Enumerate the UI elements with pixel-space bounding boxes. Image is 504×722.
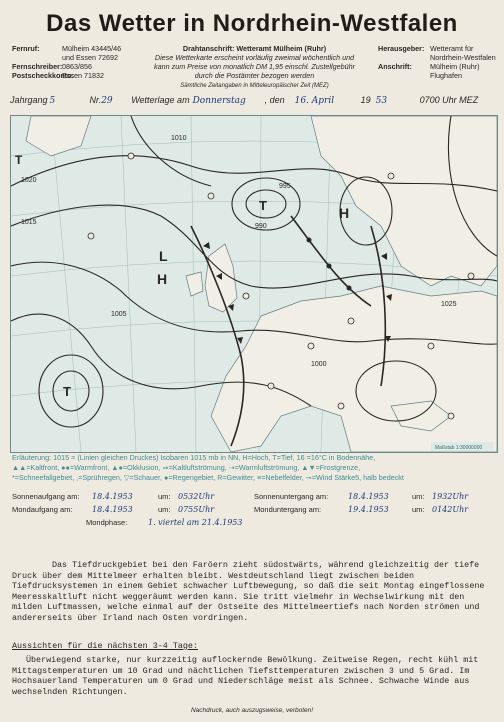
isobar-value: 1000 [311, 361, 327, 368]
moonrise-date: 18.4.1953 [92, 505, 133, 514]
contact-value: und Essen 72692 [62, 53, 118, 62]
isobar-value: 995 [279, 183, 291, 190]
nr-value: 29 [101, 96, 113, 106]
legend-line: *=Schneefallgebiet, ,=Sprühregen, ▽=Schauer, ●=Regengebiet, R=Gewitter, ≡=Nebelfelder, ⊸=Wind Stärke5, halb bedeckt [12, 473, 404, 482]
publisher-block [378, 44, 500, 80]
nr-label: Nr. [89, 95, 102, 105]
subscription-line: Diese Wetterkarte erscheint vorläufig zweimal wöchentlich und [154, 53, 355, 62]
legend-line: ▲▲=Kaltfront, ●●=Warmfront, ▲●=Okklusion, ⇒=Kaltluftströmung, ⇢=Warmluftströmung, ▲▼=Frostgrenze, [12, 463, 361, 472]
publisher-key: Anschrift: [378, 62, 412, 71]
weather-map-svg [11, 116, 497, 452]
publisher-key: Herausgeber: [378, 44, 425, 53]
publisher-value: Wetteramt für [430, 44, 474, 53]
moonset-date: 19.4.1953 [348, 505, 389, 514]
high-center-label: H [339, 205, 350, 221]
moonset-time: 0142Uhr [432, 505, 469, 514]
jahrgang-label: Jahrgang [10, 95, 48, 105]
moonset-um: um: [412, 505, 425, 514]
contact-key: Fernruf: [12, 44, 40, 53]
isobar-value: 1025 [441, 301, 457, 308]
isobar-value: 1005 [111, 311, 127, 318]
publisher-value: Flughafen [430, 71, 462, 80]
contact-block [12, 44, 130, 80]
jahrgang-value: 5 [49, 96, 56, 106]
year-prefix: 19 [360, 95, 371, 105]
time-note: Sämtliche Zeitangaben in Mitteleuropäischer Zeit (MEZ) [180, 83, 329, 89]
land-masses [26, 116, 497, 452]
weather-map [10, 115, 498, 453]
moonrise-time: 0755Uhr [178, 505, 215, 514]
publisher-key [378, 53, 430, 62]
subscription-line: kann zum Preise von monatlich DM 1,95 einschl. Zustellgebühr [154, 62, 355, 71]
telegram-address: Drahtanschrift: Wetteramt Mülheim (Ruhr) [182, 44, 327, 53]
isobar-value: 990 [255, 223, 267, 230]
year-value: 53 [375, 96, 388, 106]
publisher-value: Nordrhein-Westfalen [430, 53, 496, 62]
moon-phase-label: Mondphase: [86, 518, 128, 527]
sunset-date: 18.4.1953 [348, 492, 389, 501]
issue-line [10, 95, 498, 109]
sunset-time: 1932Uhr [432, 492, 469, 501]
den-label: , den [264, 95, 285, 105]
sunset-um: um: [412, 492, 425, 501]
reprint-notice: Nachdruck, auch auszugsweise, verboten! [190, 707, 314, 714]
contact-key [12, 53, 62, 62]
subscription-line: durch die Postämter bezogen werden [194, 71, 315, 80]
contact-value: 0863/856 [62, 62, 92, 71]
low-center-label: T [259, 198, 267, 213]
contact-key: Postscheckkonto: [12, 71, 74, 80]
contact-value: Mülheim 43445/46 [62, 44, 122, 53]
weather-report: Das Tiefdruckgebiet bei den Faröern zieht südostwärts, während gleichzeitig der tiefe Druck über dem Mittelmeer erhalten bleibt. Westdeutschland liegt zwischen beiden Tiefdrucksystemen in einem Gebiet schwacher Luftbewegung, so daß die seit Montag eingeflossene Meeresskaltluft nicht weggeräumt werden kann. Sie tritt vielmehr in Wechselwirkung mit den milden Luftmassen, welche einmal auf der Ostseite des Mittelmeertiefs nach Norden strömen und andererseits über Irland nach Osten vordringen. [12, 560, 485, 623]
moon-phase-value: 1. viertel am 21.4.1953 [148, 518, 243, 527]
contact-key: Fernschreiber: [12, 62, 63, 71]
observation-time: 0700 Uhr MEZ [419, 95, 479, 105]
map-legend [12, 453, 496, 483]
sunrise-time: 0532Uhr [178, 492, 215, 501]
wetterlage-label: Wetterlage am [131, 95, 190, 105]
low-center-label: T [63, 384, 71, 399]
outlook-text: Überwiegend starke, nur kurzzeitig auflockernde Bewölkung. Zeitweise Regen, recht kühl mit Mittagstemperaturen um 10 Grad und nächtlichen Tiefsttemperaturen zwischen 3 und 5 Grad. Im Hochsauerland Temperaturen um 0 Grad und Niederschläge meist als Schnee. Schwache Winde aus wechselnden Richtungen. [12, 655, 479, 697]
legend-line: Erläuterung: 1015 = (Linien gleichen Druckes) Isobaren 1015 mb in NN, H=Hoch, T=Tief, 16 =16°C in Bodennähe, [12, 453, 376, 462]
isobar-value: 1015 [21, 219, 37, 226]
low-center-label: T [15, 153, 23, 167]
high-center-label: H [157, 271, 168, 287]
sun-moon-times [12, 492, 496, 531]
date-value: 16. April [294, 96, 335, 106]
weekday-value: Donnerstag [192, 96, 246, 106]
sunrise-date: 18.4.1953 [92, 492, 133, 501]
low-center-label: L [159, 248, 168, 264]
publisher-value: Mülheim (Ruhr) [430, 62, 480, 71]
moonrise-label: Mondaufgang am: [12, 505, 73, 514]
moonrise-um: um: [158, 505, 171, 514]
map-scale: Maßstab 1:30000000 [435, 445, 483, 451]
moonset-label: Monduntergang am: [254, 505, 322, 514]
sunrise-um: um: [158, 492, 171, 501]
contact-value: Essen 71832 [62, 71, 104, 80]
publisher-key [378, 71, 430, 80]
outlook-heading: Aussichten für die nächsten 3-4 Tage: [12, 641, 198, 651]
isobar-value: 1020 [21, 177, 37, 184]
subscription-info [132, 44, 377, 91]
sunrise-label: Sonnenaufgang am: [12, 492, 80, 501]
page-title: Das Wetter in Nordrhein-Westfalen [46, 10, 458, 37]
isobar-value: 1010 [171, 135, 187, 142]
sunset-label: Sonnenuntergang am: [254, 492, 329, 501]
